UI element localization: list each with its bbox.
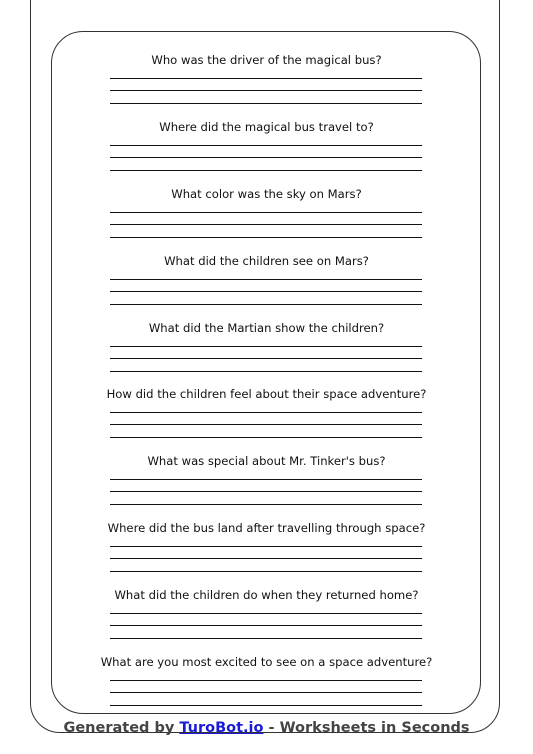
question-text: What color was the sky on Mars? [171, 187, 362, 201]
question-text: Who was the driver of the magical bus? [151, 53, 382, 67]
answer-line[interactable] [110, 546, 422, 547]
footer-prefix: Generated by [63, 720, 180, 736]
answer-line[interactable] [110, 224, 422, 225]
question-text: Where did the magical bus travel to? [159, 120, 374, 134]
answer-line[interactable] [110, 504, 422, 505]
answer-line[interactable] [110, 157, 422, 158]
answer-line[interactable] [110, 625, 422, 626]
answer-line[interactable] [110, 78, 422, 79]
answer-line[interactable] [110, 279, 422, 280]
answer-line[interactable] [110, 90, 422, 91]
answer-line[interactable] [110, 638, 422, 639]
answer-line[interactable] [110, 237, 422, 238]
answer-line[interactable] [110, 346, 422, 347]
answer-line[interactable] [110, 304, 422, 305]
answer-line[interactable] [110, 371, 422, 372]
question-text: What was special about Mr. Tinker's bus? [147, 454, 386, 468]
answer-line[interactable] [110, 613, 422, 614]
answer-line[interactable] [110, 680, 422, 681]
answer-line[interactable] [110, 103, 422, 104]
answer-line[interactable] [110, 358, 422, 359]
answer-line[interactable] [110, 412, 422, 413]
answer-line[interactable] [110, 571, 422, 572]
footer-suffix: - Worksheets in Seconds [263, 720, 470, 736]
turobot-link[interactable]: TuroBot.io [179, 720, 264, 736]
answer-line[interactable] [110, 424, 422, 425]
question-text: What did the children do when they returned home? [114, 588, 419, 602]
footer-credit [0, 719, 533, 737]
answer-line[interactable] [110, 491, 422, 492]
question-text: How did the children feel about their space adventure? [106, 387, 427, 401]
answer-line[interactable] [110, 705, 422, 706]
question-text: What did the Martian show the children? [148, 321, 385, 335]
answer-line[interactable] [110, 437, 422, 438]
answer-line[interactable] [110, 212, 422, 213]
answer-line[interactable] [110, 291, 422, 292]
question-text: Where did the bus land after travelling through space? [107, 521, 426, 535]
question-text: What did the children see on Mars? [164, 254, 369, 268]
answer-line[interactable] [110, 558, 422, 559]
answer-line[interactable] [110, 479, 422, 480]
answer-line[interactable] [110, 692, 422, 693]
answer-line[interactable] [110, 170, 422, 171]
answer-line[interactable] [110, 145, 422, 146]
question-text: What are you most excited to see on a space adventure? [100, 655, 433, 669]
